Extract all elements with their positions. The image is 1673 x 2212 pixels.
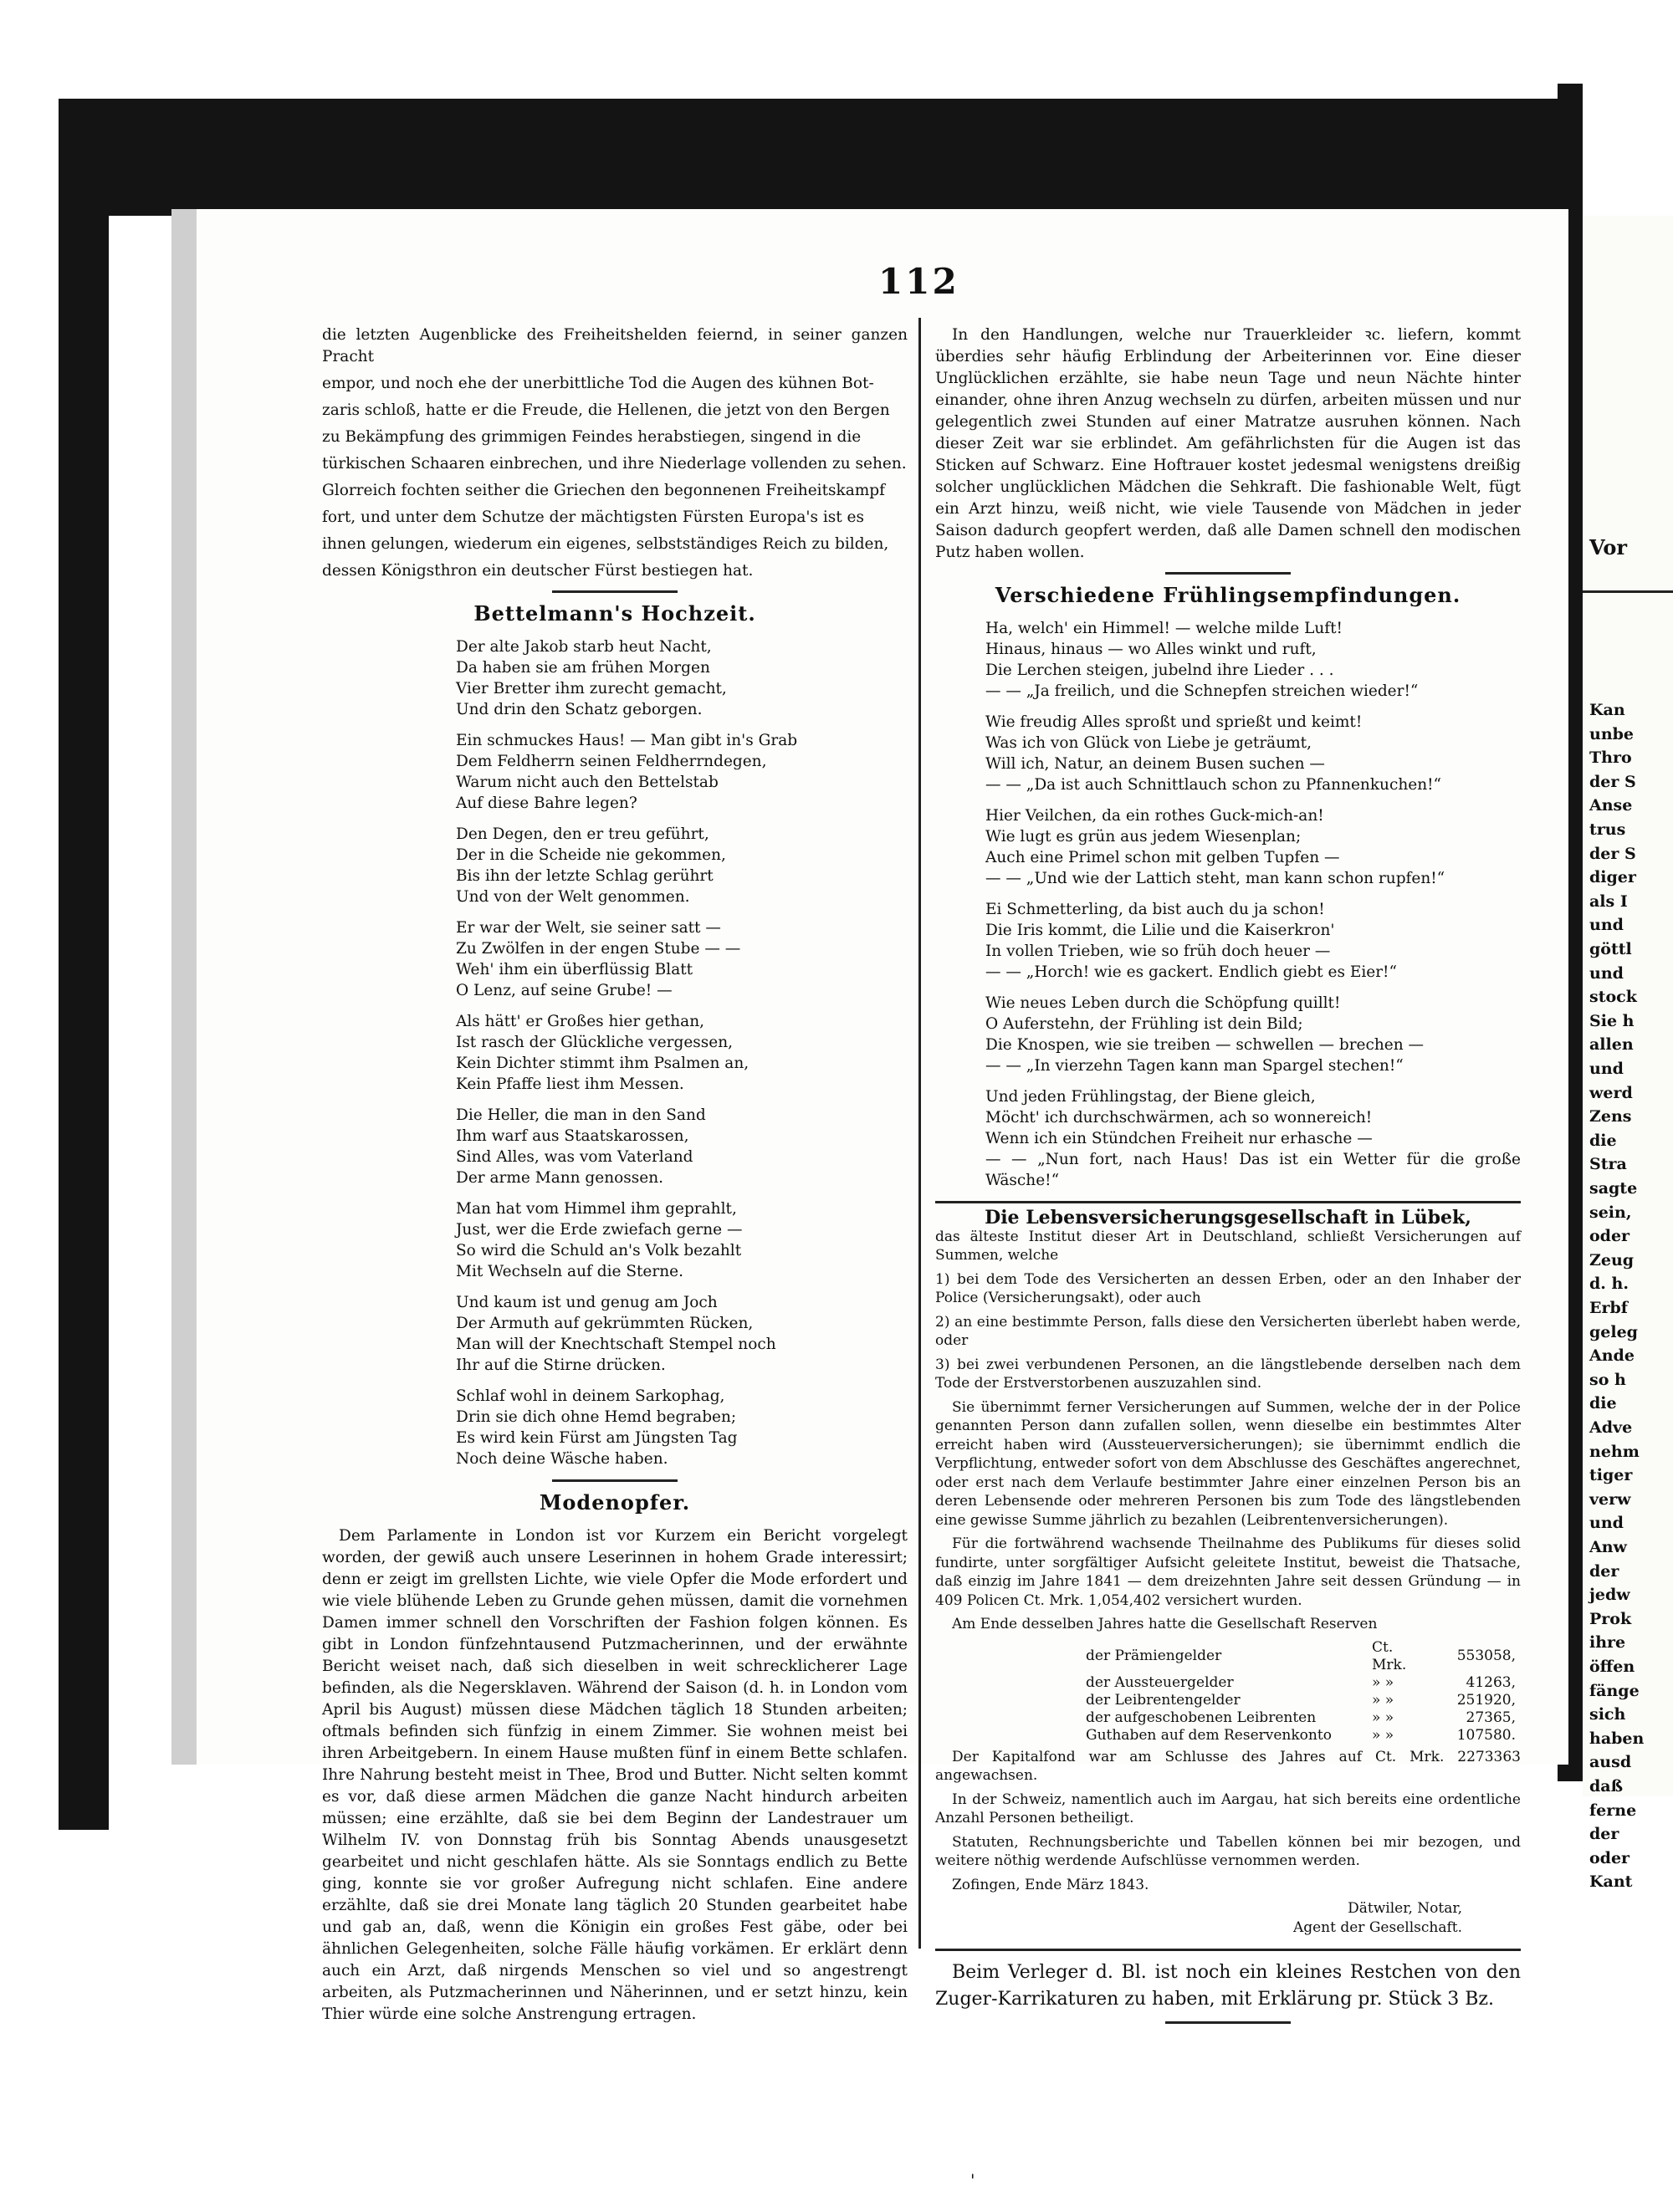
signature-role: Agent der Gesellschaft. — [1292, 1918, 1462, 1936]
insurance-notice — [935, 1201, 1521, 1937]
poem-stanza: Schlaf wohl in deinem Sarkophag, Drin sie dich ohne Hemd begraben; Es wird kein Fürst am Jüngsten Tag Noch deine Wäsche haben. — [456, 1387, 738, 1468]
reserve-label: der Leibrentengelder — [1086, 1691, 1241, 1709]
adjacent-word: allen — [1589, 1035, 1634, 1055]
notice-item: 1) bei dem Tode des Versicherten an dessen Erben, oder an den Inhaber der Police (Versicherungsakt), oder auch — [935, 1270, 1521, 1306]
adjacent-word: daß — [1589, 1777, 1624, 1796]
section-rule — [1165, 2021, 1291, 2024]
publisher-notice: Beim Verleger d. Bl. ist noch ein kleines Restchen von den Zuger-Karrikaturen zu haben, mit Erklärung pr. Stück 3 Bz. — [935, 1949, 1521, 2013]
adjacent-word: werd — [1589, 1083, 1633, 1102]
poem-stanza: Die Heller, die man in den Sand Ihm warf aus Staatskarossen, Sind Alles, was vom Vaterland Der arme Mann genossen. — [456, 1106, 706, 1187]
place-date: Zofingen, Ende März 1843. — [952, 1876, 1149, 1893]
intro-line: fort, und unter dem Schutze der mächtigsten Fürsten Europa's ist es — [322, 508, 864, 526]
reserve-unit: » » — [1372, 1673, 1394, 1691]
adjacent-page-strip — [1583, 216, 1673, 1892]
reserve-label: Guthaben auf dem Reservenkonto — [1086, 1726, 1332, 1744]
article-text: Dem Parlamente in London ist vor Kurzem ein Bericht vorgelegt worden, der gewiß auch unsere Leserinnen in hohem Grade interessirt; denn er zeigt im grellsten Lichte, wie viele Opfer die Mode erfordert und wie viele blühende Leben zu Grunde gehen müssen, damit die vornehmen Damen immer schnell den Vorschriften der Fashion folgen können. Es gibt in London fünfzehntausend Putzmacherinnen, und der erwähnte Bericht weiset nach, daß sich dieselben in weit schrecklicherer Lage befinden, als die Negersklaven. Während der Saison (d. h. in London vom April bis August) müssen diese Mädchen täglich 18 Stunden arbeiten; oftmals befinden sich fünfzig in einem Zimmer. Sie wohnen meist bei ihren Arbeitgebern. In einem Hause mußten fünf in einem Bette schlafen. Ihre Nahrung besteht meist in Thee, Brod und Butter. Nicht selten kommt es vor, daß diese armen Mädchen die ganze Nacht hindurch arbeiten müssen; eine erzählte, daß sie bei dem Beginn der Landestrauer um Wilhelm IV. von Donnstag früh bis Sonntag Abends unausgesetzt gearbeitet und nicht geschlafen hätte. Als sie Sonntags endlich zu Bette ging, konnte sie vor großer Aufregung nicht schlafen. Eine andere erzählte, daß sie drei Monate lang täglich 20 Stunden gearbeitet habe und gab an, daß, wenn die Königin ein großes Fest gäbe, oder bei ähnlichen Gelegenheiten, solche Fälle häufig vorkämen. Er erklärt denn auch ein Arzt, daß nirgends Menschen so viel und so angestrengt arbeiten, als Putzmacherinnen und Näherinnen, und er setzt hinzu, kein Thier würde eine solche Anstrengung ertragen. — [322, 1527, 908, 2023]
adjacent-word: der — [1589, 1561, 1619, 1581]
adjacent-word: öffen — [1589, 1658, 1635, 1676]
adjacent-word: haben — [1589, 1729, 1645, 1748]
adjacent-word: die — [1589, 1394, 1617, 1413]
scan-dark-border — [59, 99, 1583, 216]
adjacent-heading: Vor — [1589, 535, 1628, 559]
reserve-label: der aufgeschobenen Leibrenten — [1086, 1709, 1317, 1726]
adjacent-word: der — [1589, 1825, 1619, 1844]
section-rule — [552, 1479, 678, 1482]
poem-stanza: Man hat vom Himmel ihm geprahlt, Just, wer die Erde zwiefach gerne — So wird die Schuld an's Volk bezahlt Mit Wechseln auf die Sterne. — [456, 1200, 743, 1280]
adjacent-word: Adve — [1589, 1418, 1633, 1437]
adjacent-word: ausd — [1589, 1753, 1632, 1772]
statutes-line: Statuten, Rechnungsberichte und Tabellen können bei mir bezogen, und weitere nöthig werdende Aufschlüsse vernommen werden. — [935, 1833, 1521, 1869]
reserve-unit: Ct. Mrk. — [1372, 1638, 1407, 1673]
reserve-value: 107580. — [1456, 1726, 1516, 1744]
poem-body — [985, 618, 1521, 1191]
adjacent-word: und — [1589, 963, 1624, 983]
adjacent-word: tiger — [1589, 1466, 1633, 1485]
poem-stanza: Ein schmuckes Haus! — Man gibt in's Grab Dem Feldherrn seinen Feldherrndegen, Warum nicht auch den Bettelstab Auf diese Bahre legen? — [456, 732, 798, 812]
column-divider — [918, 318, 921, 1949]
adjacent-word: nehm — [1589, 1442, 1640, 1461]
adjacent-word: Anw — [1589, 1538, 1627, 1556]
footer-mark: ' — [970, 2170, 975, 2190]
adjacent-word: ihre — [1589, 1633, 1626, 1653]
reserve-value: 251920, — [1456, 1691, 1516, 1709]
poem-stanza: Er war der Welt, sie seiner satt — Zu Zwölfen in der engen Stube — — Weh' ihm ein überflüssig Blatt O Lenz, auf seine Grube! — — [456, 919, 741, 999]
reserve-unit: » » — [1372, 1691, 1394, 1709]
adjacent-word: Sie h — [1589, 1011, 1635, 1030]
reserve-value: 27365, — [1466, 1709, 1516, 1726]
notice-item: 3) bei zwei verbundenen Personen, an die längstlebende derselben nach dem Tode der Erstverstorbenen auszuzahlen sind. — [935, 1356, 1521, 1392]
poem-stanza: Wie freudig Alles sproßt und sprießt und keimt! Was ich von Glück von Liebe je geträumt, Will ich, Natur, an deinem Busen suchen — — — „Da ist auch Schnittlauch schon zu Pfannenkuchen!“ — [985, 713, 1442, 794]
adjacent-word: und — [1589, 1514, 1624, 1533]
table-row — [935, 1709, 1521, 1727]
reserves-intro: Am Ende desselben Jahres hatte die Gesellschaft Reserven — [952, 1616, 1378, 1632]
intro-line: dessen Königsthron ein deutscher Fürst bestiegen hat. — [322, 562, 754, 580]
signature-name: Dätwiler, Notar, — [1348, 1900, 1462, 1917]
adjacent-word: stock — [1589, 988, 1637, 1007]
intro-line: die letzten Augenblicke des Freiheitshelden feiernd, in seiner ganzen Pracht — [322, 326, 908, 365]
poem-title: Verschiedene Frühlingsempfindungen. — [995, 583, 1461, 607]
poem-stanza: Den Degen, den er treu geführt, Der in die Scheide nie gekommen, Bis ihn der letzte Schlag gerührt Und von der Welt genommen. — [456, 825, 726, 906]
poem-stanza: Der alte Jakob starb heut Nacht, Da haben sie am frühen Morgen Vier Bretter ihm zurecht gemacht, Und drin den Schatz geborgen. — [456, 638, 727, 718]
adjacent-word: die — [1589, 1131, 1617, 1150]
poem-stanza: Und kaum ist und genug am Joch Der Armuth auf gekrümmten Rücken, Man will der Knechtschaft Stempel noch Ihr auf die Stirne drücken. — [456, 1294, 776, 1374]
adjacent-word: Thro — [1589, 748, 1632, 768]
notice-body: Sie übernimmt ferner Versicherungen auf Summen, welche der in der Police genannten Person dann zufallen sollen, wenn dieselbe ein bestimmtes Alter erreicht haben wird (Aussteuerversicherungen); sie übernimmt endlich die Verpflichtung, entweder sofort von dem Abschlusse des Geschäftes angerechnet, oder erst nach dem Verlaufe bestimmter Jahre einer einzelnen Person bis an deren Lebensende oder mehreren Personen bis zum Tode des längstlebenden eine gewisse Summe jährlich zu bezahlen (Leibrentenversicherungen). — [935, 1398, 1521, 1529]
adjacent-word: Ande — [1589, 1346, 1635, 1366]
poem-stanza: Ei Schmetterling, da bist auch du ja schon! Die Iris kommt, die Lilie und die Kaiserkron' In vollen Trieben, wie so früh doch heuer — — — „Horch! wie es gackert. Endlich giebt es Eier!“ — [985, 901, 1397, 981]
left-column — [322, 324, 908, 2031]
table-row — [935, 1692, 1521, 1709]
reserve-value: 553058, — [1456, 1648, 1516, 1664]
adjacent-word: diger — [1589, 868, 1636, 887]
adjacent-word: der S — [1589, 844, 1636, 863]
reserve-unit: » » — [1372, 1726, 1394, 1744]
table-row — [935, 1674, 1521, 1692]
adjacent-word: oder — [1589, 1848, 1630, 1867]
capital-line: Der Kapitalfond war am Schlusse des Jahres auf Ct. Mrk. 2273363 angewachsen. — [935, 1748, 1521, 1784]
adjacent-word: Prok — [1589, 1609, 1632, 1628]
adjacent-word: fänge — [1589, 1681, 1640, 1700]
poem-stanza: Und jeden Frühlingstag, der Biene gleich, Möcht' ich durchschwärmen, ach so wonnereich! Wenn ich ein Stündchen Freiheit nur erhasche — — — „Nun fort, nach Haus! Das ist ein Wetter für die große Wäsche!“ — [985, 1088, 1521, 1189]
notice-item: 2) an eine bestimmte Person, falls diese den Versicherten überlebt haben werde, oder — [935, 1313, 1521, 1349]
intro-line: zaris schloß, hatte er die Freude, die Hellenen, die jetzt von den Bergen — [322, 401, 890, 419]
section-rule — [1165, 572, 1291, 575]
reserve-label: der Prämiengelder — [1086, 1648, 1222, 1664]
intro-line: Glorreich fochten seither die Griechen den begonnenen Freiheitskampf — [322, 482, 885, 499]
adjacent-word: geleg — [1589, 1322, 1638, 1341]
swiss-line: In der Schweiz, namentlich auch im Aargau, hat sich bereits eine ordentliche Anzahl Personen betheiligt. — [935, 1791, 1521, 1826]
page-number: 112 — [878, 261, 959, 302]
section-rule — [552, 590, 678, 593]
adjacent-word: Kan — [1589, 701, 1625, 719]
poem-stanza: Hier Veilchen, da ein rothes Guck-mich-an! Wie lugt es grün aus jedem Wiesenplan; Auch eine Primel schon mit gelben Tupfen — — — „Und wie der Lattich steht, man kann schon rupfen!“ — [985, 807, 1445, 887]
reserve-unit: » » — [1372, 1709, 1394, 1726]
reserve-label: der Aussteuergelder — [1086, 1673, 1234, 1691]
adjacent-word: als I — [1589, 891, 1628, 911]
reserves-table — [935, 1639, 1521, 1745]
intro-line: empor, und noch ehe der unerbittliche Tod die Augen des kühnen Bot- — [322, 375, 874, 392]
adjacent-word: trus — [1589, 820, 1626, 839]
adjacent-word: d. h. — [1589, 1275, 1629, 1294]
article-title: Modenopfer. — [539, 1490, 691, 1515]
scan-top-margin — [0, 0, 1673, 99]
poem-stanza: Ha, welch' ein Himmel! — welche milde Luft! Hinaus, hinaus — wo Alles winkt und ruft, Die Lerchen steigen, jubelnd ihre Lieder . . . — — „Ja freilich, und die Schnepfen streichen wieder!“ — [985, 620, 1419, 700]
adjacent-word: sein, — [1589, 1203, 1632, 1222]
adjacent-word: unbe — [1589, 724, 1635, 743]
adjacent-word: so h — [1589, 1370, 1626, 1389]
adjacent-word: jedw — [1589, 1586, 1630, 1605]
table-row — [935, 1639, 1521, 1674]
intro-line: zu Bekämpfung des grimmigen Feindes herabstiegen, singend in die — [322, 428, 862, 446]
adjacent-word: verw — [1589, 1489, 1631, 1509]
adjacent-word: und — [1589, 1060, 1624, 1078]
poem-stanza: Als hätt' er Großes hier gethan, Ist rasch der Glückliche vergessen, Kein Dichter stimmt ihm Psalmen an, Kein Pfaffe liest ihm Messen. — [456, 1013, 750, 1093]
intro-paragraph — [322, 324, 908, 582]
adjacent-word: und — [1589, 916, 1624, 935]
adjacent-word: göttl — [1589, 940, 1632, 958]
notice-title: Die Lebensversicherungsgesellschaft in Lübek, — [935, 1201, 1521, 1228]
adjacent-word: der S — [1589, 772, 1636, 791]
intro-line: ihnen gelungen, wiederum ein eigenes, selbstständiges Reich zu bilden, — [322, 535, 889, 553]
table-row — [935, 1727, 1521, 1745]
adjacent-word: Kant — [1589, 1872, 1633, 1892]
adjacent-word: sagte — [1589, 1179, 1638, 1198]
adjacent-word: oder — [1589, 1227, 1630, 1246]
adjacent-word: Stra — [1589, 1155, 1627, 1174]
poem-body — [456, 636, 908, 1469]
poem-stanza: Wie neues Leben durch die Schöpfung quillt! O Auferstehn, der Frühling ist dein Bild; Die Knospen, wie sie treiben — schwellen — brechen — — — „In vierzehn Tagen kann man Spargel stechen!“ — [985, 994, 1425, 1075]
right-column — [935, 324, 1521, 2034]
poem-title: Bettelmann's Hochzeit. — [473, 601, 756, 626]
adjacent-word: sich — [1589, 1705, 1626, 1724]
adjacent-word: Anse — [1589, 796, 1633, 815]
adjacent-word: Zeug — [1589, 1250, 1635, 1269]
adjacent-word: Erbf — [1589, 1299, 1628, 1317]
adjacent-word: Zens — [1589, 1107, 1632, 1126]
notice-intro: das älteste Institut dieser Art in Deutschland, schließt Versicherungen auf Summen, welche — [935, 1228, 1521, 1264]
continuation-text: In den Handlungen, welche nur Trauerkleider ꝛc. liefern, kommt überdies sehr häufig Erblindung der Arbeiterinnen vor. Eine dieser Unglücklichen erzählte, sie habe neun Tage und neun Nächte hinter einander, ohne ihren Anzug wechseln zu dürfen, arbeiten müssen und nur gelegentlich zwei Stunden auf einer Matratze ausruhen können. Nach dieser Zeit war sie erblindet. Am gefährlichsten für die Augen ist das Sticken auf Schwarz. Eine Hoftrauer kostet jedesmal wenigstens dreißig solcher unglücklichen Mädchen die Sehkraft. Die fashionable Welt, fügt ein Arzt hinzu, weiß nicht, wie viele Tausende von Mädchen in jeder Saison dadurch geopfert werden, daß alle Damen schnell den modischen Putz haben wollen. — [935, 326, 1521, 561]
reserve-value: 41263, — [1466, 1673, 1516, 1691]
scan-left-edge — [59, 99, 109, 1830]
intro-line: türkischen Schaaren einbrechen, und ihre Niederlage vollenden zu sehen. — [322, 455, 907, 473]
adjacent-rule — [1583, 590, 1673, 593]
notice-body: Für die fortwährend wachsende Theilnahme des Publikums für dieses solid fundirte, unter sorgfältiger Aufsicht geleitete Institut, beweist die Thatsache, daß einzig im Jahre 1841 — dem dreizehnten Jahre seit dessen Gründung — in 409 Policen Ct. Mrk. 1,054,402 versichert wurden. — [935, 1535, 1521, 1609]
adjacent-word: ferne — [1589, 1801, 1637, 1820]
